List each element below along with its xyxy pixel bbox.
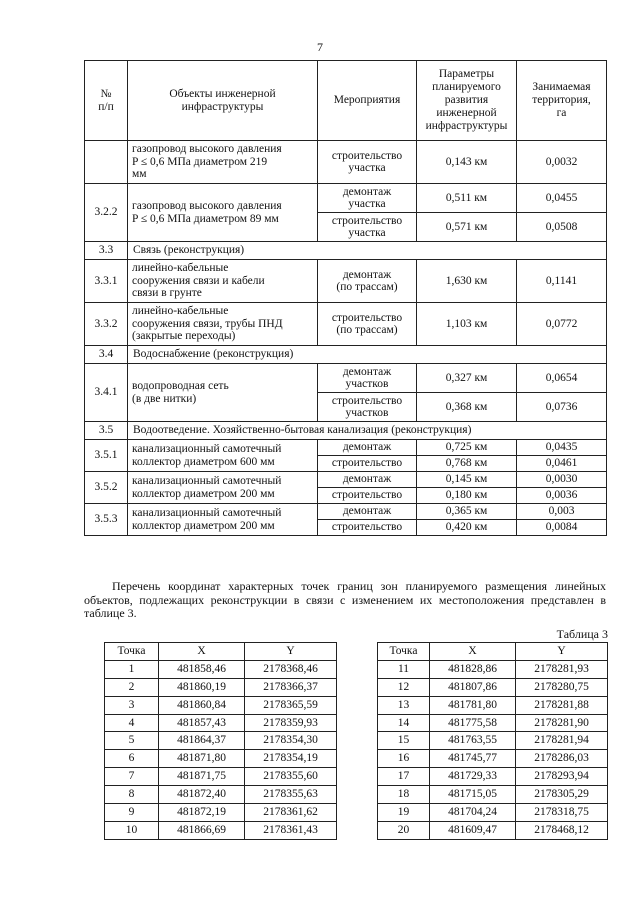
text-line: P ≤ 0,6 МПа диаметром 89 мм — [132, 212, 279, 225]
table-row — [378, 768, 608, 786]
measure-cell — [318, 488, 417, 504]
table-row — [378, 821, 608, 839]
text-line: (по трассам) — [336, 324, 398, 336]
text-line: сооружения связи, трубы ПНД — [132, 317, 283, 330]
coord-y: 2178365,59 — [245, 696, 337, 714]
coord-x: 481729,33 — [430, 768, 516, 786]
object-name — [128, 141, 318, 184]
coord-x: 481872,19 — [159, 804, 245, 822]
coord-y: 2178355,60 — [245, 768, 337, 786]
coord-x: 481866,69 — [159, 821, 245, 839]
row-num: 3.3.1 — [85, 260, 128, 303]
coord-y: 2178468,12 — [516, 821, 608, 839]
text-line: Занимаемая — [532, 81, 591, 93]
coord-y: 2178361,43 — [245, 821, 337, 839]
coord-x: 481871,75 — [159, 768, 245, 786]
text-line: участка — [348, 198, 386, 210]
coord-header-row — [105, 643, 337, 661]
header-num — [85, 61, 128, 141]
text-line: инфраструктуры — [181, 100, 264, 113]
text-line: связи в грунте — [132, 287, 202, 300]
text-line: строительство — [331, 394, 403, 407]
coord-header-y: Y — [516, 643, 608, 661]
table-row — [105, 786, 337, 804]
row-num: 3.5.2 — [85, 472, 128, 504]
measure-cell — [318, 393, 417, 422]
text-line: Параметры — [438, 68, 495, 80]
text-line: демонтаж — [342, 365, 392, 378]
row-num: 3.3.2 — [85, 303, 128, 346]
coord-x: 481745,77 — [430, 750, 516, 768]
area-cell: 0,0772 — [517, 303, 607, 346]
section-row — [85, 346, 607, 364]
coord-y: 2178355,63 — [245, 786, 337, 804]
coord-x: 481704,24 — [430, 804, 516, 822]
area-cell: 0,0435 — [517, 440, 607, 456]
coord-header-point: Точка — [378, 643, 430, 661]
text-line: строительство — [331, 311, 403, 324]
coord-x: 481864,37 — [159, 732, 245, 750]
table-row — [378, 750, 608, 768]
coord-point: 8 — [105, 786, 159, 804]
coord-x: 481828,86 — [430, 660, 516, 678]
table-row — [85, 260, 607, 303]
text-line: P ≤ 0,6 МПа диаметром 219 — [132, 155, 268, 168]
coord-point: 4 — [105, 714, 159, 732]
area-cell: 0,0030 — [517, 472, 607, 488]
table3-caption: Таблица 3 — [556, 627, 608, 641]
coord-header-point: Точка — [105, 643, 159, 661]
param-cell: 0,420 км — [417, 520, 517, 536]
object-name — [128, 260, 318, 303]
table-row — [378, 696, 608, 714]
section-row — [85, 242, 607, 260]
table-header-row — [85, 61, 607, 141]
table-row — [85, 504, 607, 520]
text-line: территория, — [532, 94, 591, 106]
text-line: демонтаж — [342, 473, 392, 486]
coord-y: 2178280,75 — [516, 678, 608, 696]
coord-point: 15 — [378, 732, 430, 750]
param-cell: 0,725 км — [417, 440, 517, 456]
area-cell: 0,0654 — [517, 364, 607, 393]
coord-y: 2178354,30 — [245, 732, 337, 750]
table-row — [378, 660, 608, 678]
coord-point: 3 — [105, 696, 159, 714]
table-row — [105, 804, 337, 822]
text-line: строительство — [331, 457, 403, 470]
row-num — [85, 141, 128, 184]
table-row — [105, 660, 337, 678]
table-row — [85, 472, 607, 488]
coord-point: 19 — [378, 804, 430, 822]
coord-point: 2 — [105, 678, 159, 696]
row-num: 3.5.3 — [85, 504, 128, 536]
text-line: строительство — [331, 149, 403, 162]
text-line: мм — [132, 168, 147, 181]
text-line: коллектор диаметром 200 мм — [132, 487, 275, 500]
object-name — [128, 303, 318, 346]
coord-point: 11 — [378, 660, 430, 678]
text-line: канализационный самотечный — [132, 443, 282, 455]
coord-header-x: X — [430, 643, 516, 661]
coord-header-y: Y — [245, 643, 337, 661]
object-name — [128, 184, 318, 242]
text-line: канализационный самотечный — [132, 507, 282, 519]
coord-y: 2178354,19 — [245, 750, 337, 768]
coord-header-row — [378, 643, 608, 661]
text-line: демонтаж — [342, 505, 392, 518]
row-num: 3.2.2 — [85, 184, 128, 242]
coord-y: 2178305,29 — [516, 786, 608, 804]
measure-cell — [318, 303, 417, 346]
section-row — [85, 422, 607, 440]
coordinates-table-left — [104, 642, 337, 840]
text-line: инфраструктуры — [425, 120, 508, 132]
coord-y: 2178366,37 — [245, 678, 337, 696]
coord-y: 2178281,94 — [516, 732, 608, 750]
param-cell: 0,327 км — [417, 364, 517, 393]
text-line: участка — [348, 227, 386, 239]
text-line: демонтаж — [342, 185, 392, 198]
object-name — [128, 364, 318, 422]
coord-point: 1 — [105, 660, 159, 678]
coord-y: 2178318,75 — [516, 804, 608, 822]
param-cell: 0,365 км — [417, 504, 517, 520]
text-line: линейно-кабельные — [132, 305, 229, 318]
coord-y: 2178368,46 — [245, 660, 337, 678]
coord-point: 9 — [105, 804, 159, 822]
table-row — [85, 303, 607, 346]
coord-point: 12 — [378, 678, 430, 696]
row-num: 3.4.1 — [85, 364, 128, 422]
coord-y: 2178281,88 — [516, 696, 608, 714]
table-row — [85, 440, 607, 456]
text-line: строительство — [331, 489, 403, 502]
coordinates-paragraph: Перечень координат характерных точек границ зон планируемого размещения линейных объектов, подлежащих реконструкции в связи с изменением их местоположения представлен в таблице 3. — [84, 579, 606, 620]
measure-cell — [318, 520, 417, 536]
coord-point: 6 — [105, 750, 159, 768]
section-title: Связь (реконструкция) — [128, 242, 607, 260]
object-name — [128, 472, 318, 504]
coord-point: 5 — [105, 732, 159, 750]
text-line: участка — [348, 162, 386, 174]
table-row — [105, 678, 337, 696]
text-line: га — [556, 107, 567, 119]
param-cell: 0,145 км — [417, 472, 517, 488]
table-row — [105, 768, 337, 786]
table-row — [85, 364, 607, 393]
table-row — [378, 714, 608, 732]
coord-x: 481871,80 — [159, 750, 245, 768]
area-cell: 0,1141 — [517, 260, 607, 303]
section-title: Водоотведение. Хозяйственно-бытовая канализация (реконструкция) — [128, 422, 607, 440]
text-line: сооружения связи и кабели — [132, 274, 265, 287]
coord-point: 20 — [378, 821, 430, 839]
section-num: 3.4 — [85, 346, 128, 364]
area-cell: 0,0461 — [517, 456, 607, 472]
table-row — [105, 750, 337, 768]
object-name — [128, 504, 318, 536]
coord-y: 2178359,93 — [245, 714, 337, 732]
header-object — [128, 61, 318, 141]
coord-x: 481763,55 — [430, 732, 516, 750]
param-cell: 0,143 км — [417, 141, 517, 184]
table-row — [378, 786, 608, 804]
coord-x: 481872,40 — [159, 786, 245, 804]
coord-point: 13 — [378, 696, 430, 714]
param-cell: 0,571 км — [417, 213, 517, 242]
measure-cell — [318, 456, 417, 472]
param-cell: 0,511 км — [417, 184, 517, 213]
measure-cell — [318, 213, 417, 242]
text-line: строительство — [331, 521, 403, 534]
row-num: 3.5.1 — [85, 440, 128, 472]
param-cell: 0,180 км — [417, 488, 517, 504]
section-num: 3.5 — [85, 422, 128, 440]
area-cell: 0,0084 — [517, 520, 607, 536]
coord-point: 18 — [378, 786, 430, 804]
table-row — [378, 732, 608, 750]
area-cell: 0,003 — [517, 504, 607, 520]
text-line: коллектор диаметром 200 мм — [132, 519, 275, 532]
coordinates-table-right — [377, 642, 608, 840]
text-line: водопроводная сеть — [132, 380, 229, 392]
table-row — [105, 732, 337, 750]
measure-cell — [318, 141, 417, 184]
coord-x: 481609,47 — [430, 821, 516, 839]
text-line: демонтаж — [342, 268, 392, 281]
text-line: канализационный самотечный — [132, 475, 282, 487]
text-line: газопровод высокого давления — [132, 143, 282, 156]
table-row — [105, 821, 337, 839]
object-name — [128, 440, 318, 472]
text-line: Объекты инженерной — [169, 87, 276, 100]
table-row — [105, 696, 337, 714]
text-line: планируемого — [432, 81, 501, 93]
text-line: газопровод высокого давления — [132, 200, 282, 212]
coord-y: 2178361,62 — [245, 804, 337, 822]
coord-point: 10 — [105, 821, 159, 839]
coord-x: 481715,05 — [430, 786, 516, 804]
param-cell: 1,630 км — [417, 260, 517, 303]
measure-cell — [318, 440, 417, 456]
coord-point: 16 — [378, 750, 430, 768]
section-num: 3.3 — [85, 242, 128, 260]
section-title: Водоснабжение (реконструкция) — [128, 346, 607, 364]
area-cell: 0,0508 — [517, 213, 607, 242]
text-line: строительство — [331, 214, 403, 227]
coord-x: 481807,86 — [430, 678, 516, 696]
param-cell: 0,768 км — [417, 456, 517, 472]
header-area — [517, 61, 607, 141]
text-line: п/п — [98, 100, 114, 113]
text-line: № — [100, 87, 112, 100]
area-cell: 0,0036 — [517, 488, 607, 504]
area-cell: 0,0736 — [517, 393, 607, 422]
text-line: инженерной — [436, 107, 497, 119]
area-cell: 0,0455 — [517, 184, 607, 213]
coord-x: 481857,43 — [159, 714, 245, 732]
measure-cell — [318, 364, 417, 393]
text-line: коллектор диаметром 600 мм — [132, 455, 275, 468]
coord-x: 481858,46 — [159, 660, 245, 678]
table-row — [105, 714, 337, 732]
measure-cell — [318, 504, 417, 520]
infrastructure-table — [84, 60, 607, 536]
table-row — [85, 141, 607, 184]
text-line: демонтаж — [342, 441, 392, 454]
coord-y: 2178281,93 — [516, 660, 608, 678]
coord-y: 2178286,03 — [516, 750, 608, 768]
header-param — [417, 61, 517, 141]
coord-point: 17 — [378, 768, 430, 786]
text-line: участков — [345, 378, 389, 390]
table-row — [378, 678, 608, 696]
area-cell: 0,0032 — [517, 141, 607, 184]
text-line: линейно-кабельные — [132, 262, 229, 275]
text-line: Мероприятия — [333, 94, 401, 106]
measure-cell — [318, 472, 417, 488]
coord-x: 481781,80 — [430, 696, 516, 714]
coord-point: 14 — [378, 714, 430, 732]
table-row — [85, 184, 607, 213]
header-measure — [318, 61, 417, 141]
table-row — [378, 804, 608, 822]
measure-cell — [318, 260, 417, 303]
measure-cell — [318, 184, 417, 213]
coord-y: 2178293,94 — [516, 768, 608, 786]
coord-header-x: X — [159, 643, 245, 661]
param-cell: 0,368 км — [417, 393, 517, 422]
coord-point: 7 — [105, 768, 159, 786]
text-line: участков — [345, 407, 389, 419]
coord-x: 481860,84 — [159, 696, 245, 714]
param-cell: 1,103 км — [417, 303, 517, 346]
page-number: 7 — [317, 40, 323, 54]
coord-x: 481775,58 — [430, 714, 516, 732]
coord-y: 2178281,90 — [516, 714, 608, 732]
text-line: развития — [444, 94, 489, 106]
text-line: (по трассам) — [336, 281, 398, 293]
text-line: (в две нитки) — [132, 392, 197, 405]
text-line: (закрытые переходы) — [132, 330, 236, 343]
coord-x: 481860,19 — [159, 678, 245, 696]
